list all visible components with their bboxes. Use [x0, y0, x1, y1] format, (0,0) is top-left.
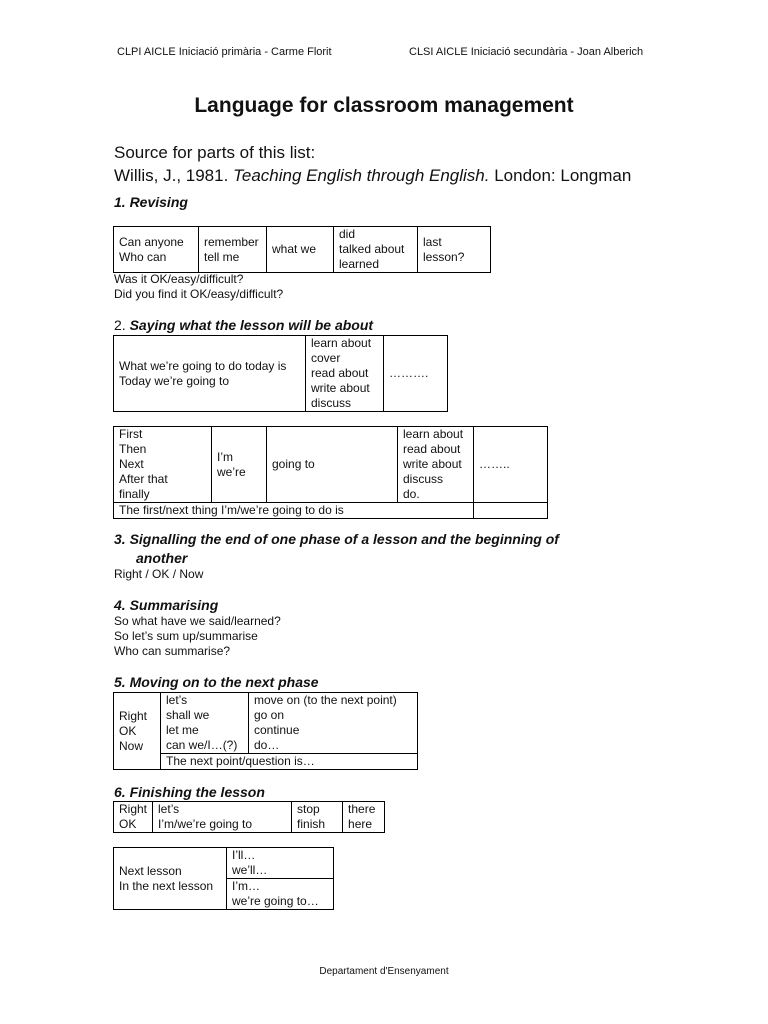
- section-3-heading-line-1: 3. Signalling the end of one phase of a lesson and the beginning of: [114, 531, 559, 547]
- page-title: Language for classroom management: [194, 94, 574, 117]
- lesson-about-cell-intro: What we’re going to do today is Today we’re going to: [114, 336, 306, 412]
- section-2-heading: [114, 316, 373, 335]
- header-right: CLSI AICLE Iniciació secundària - Joan Alberich: [409, 46, 644, 58]
- revising-cell-did: did talked about learned: [334, 227, 418, 273]
- lesson-about-table: [113, 335, 448, 412]
- revising-cell-lesson: last lesson?: [418, 227, 491, 273]
- finishing-table: [113, 801, 385, 833]
- sequence-cell-dots: ……..: [474, 427, 548, 503]
- revising-cell-what: what we: [267, 227, 334, 273]
- source-block: [114, 141, 631, 187]
- citation-title: Teaching English through English.: [233, 166, 490, 185]
- section-2-title: Saying what the lesson will be about: [129, 317, 374, 333]
- header-left: CLPI AICLE Iniciació primària - Carme Florit: [117, 46, 332, 58]
- lesson-about-cell-dots: ……….: [384, 336, 448, 412]
- citation-publisher: London: Longman: [489, 166, 632, 185]
- moving-on-cell-modal: let’s shall we let me can we/I…(?): [161, 693, 249, 754]
- moving-on-cell-verbs: move on (to the next point) go on continue do…: [249, 693, 418, 754]
- sequence-cell-bottom: The first/next thing I’m/we’re going to do is: [114, 503, 474, 519]
- footer: Departament d'Ensenyament: [319, 966, 449, 977]
- revising-cell-subject: Can anyone Who can: [114, 227, 199, 273]
- next-lesson-cell-time: Next lesson In the next lesson: [114, 848, 227, 910]
- moving-on-cell-opener: Right OK Now: [114, 693, 161, 770]
- section-1-heading: 1. Revising: [114, 194, 188, 210]
- citation-author: Willis, J., 1981.: [114, 166, 234, 185]
- finishing-cell-verbs: stop finish: [292, 802, 343, 833]
- finishing-cell-opener: Right OK: [114, 802, 153, 833]
- section-4-text: So what have we said/learned? So let’s sum up/summarise Who can summarise?: [114, 614, 281, 658]
- sequence-table: [113, 426, 548, 519]
- source-line-1: Source for parts of this list:: [114, 143, 316, 162]
- revising-table: [113, 226, 491, 273]
- revising-cell-verb: remember tell me: [199, 227, 267, 273]
- moving-on-table: [113, 692, 418, 770]
- section-6-heading: 6. Finishing the lesson: [114, 784, 265, 800]
- sequence-cell-going: going to: [267, 427, 398, 503]
- section-3-heading: [114, 530, 559, 568]
- finishing-cell-modal: let’s I’m/we’re going to: [153, 802, 292, 833]
- sequence-cell-verbs: learn about read about write about discuss do.: [398, 427, 474, 503]
- section-3-heading-line-2: another: [136, 550, 188, 566]
- next-lesson-cell-will: I’ll… we’ll…: [227, 848, 334, 879]
- sequence-cell-order: First Then Next After that finally: [114, 427, 212, 503]
- lesson-about-cell-verbs: learn about cover read about write about discuss: [306, 336, 384, 412]
- next-lesson-cell-going: I’m… we’re going to…: [227, 879, 334, 910]
- section-4-heading: 4. Summarising: [114, 597, 219, 613]
- sequence-cell-empty: [474, 503, 548, 519]
- source-line-2: [114, 164, 631, 187]
- next-lesson-table: [113, 847, 334, 910]
- sequence-cell-subject: I’m we’re: [212, 427, 267, 503]
- section-5-heading: 5. Moving on to the next phase: [114, 674, 319, 690]
- section-3-text: Right / OK / Now: [114, 567, 204, 581]
- section-2-number: 2.: [114, 317, 126, 333]
- revising-notes: Was it OK/easy/difficult? Did you find it OK/easy/difficult?: [114, 272, 284, 301]
- finishing-cell-place: there here: [343, 802, 385, 833]
- moving-on-cell-bottom: The next point/question is…: [161, 754, 418, 770]
